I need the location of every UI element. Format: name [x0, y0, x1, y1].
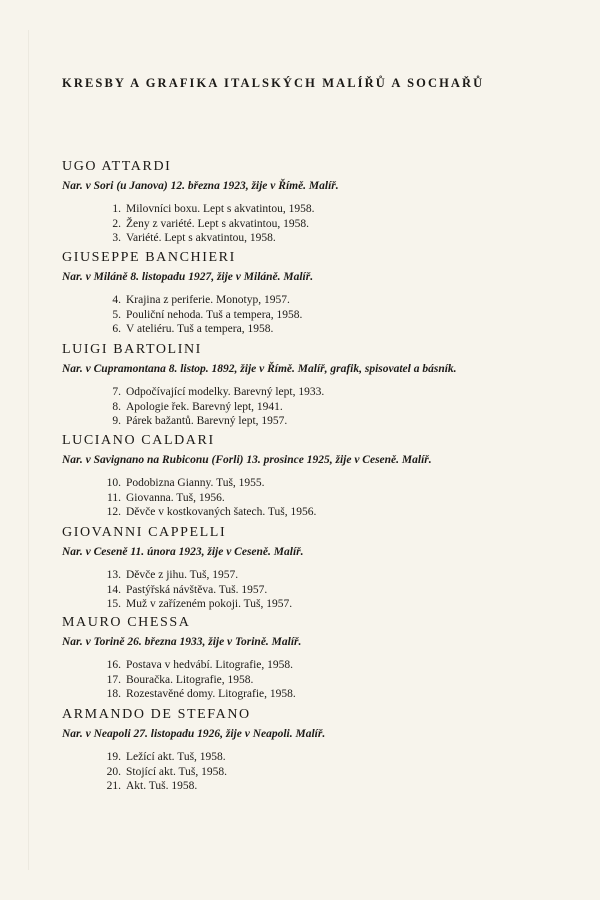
artist-name: MAURO CHESSA [62, 615, 191, 630]
work-number: 10. [106, 477, 121, 489]
works-list [62, 568, 582, 612]
work-number: 8. [112, 400, 121, 413]
work-number: 17. [106, 673, 121, 686]
work-number: 20. [106, 765, 121, 778]
artist-name: LUIGI BARTOLINI [62, 342, 202, 357]
work-number: 11. [107, 491, 121, 504]
work-title: Odpočívající modelky. Barevný lept, 1933. [126, 386, 325, 398]
artist-name: GIUSEPPE BANCHIERI [62, 250, 236, 265]
work-title: Variété. Lept s akvatintou, 1958. [126, 232, 276, 244]
artist-name: UGO ATTARDI [62, 159, 172, 174]
work-item [101, 231, 582, 246]
artist-entry [62, 341, 582, 429]
work-title: Podobizna Gianny. Tuš, 1955. [126, 477, 265, 489]
work-number: 15. [106, 598, 121, 610]
work-title: Párek bažantů. Barevný lept, 1957. [126, 415, 288, 427]
work-number: 1. [112, 203, 121, 215]
work-item [101, 476, 582, 491]
work-item [101, 568, 582, 583]
work-number: 16. [106, 659, 121, 671]
work-title: Pouliční nehoda. Tuš a tempera, 1958. [126, 308, 303, 321]
artist-entry [62, 706, 582, 794]
artist-entry [62, 524, 582, 612]
work-item [101, 658, 582, 673]
artist-entry [62, 249, 582, 337]
work-item [101, 293, 582, 308]
work-title: Ležící akt. Tuš, 1958. [126, 751, 226, 763]
artist-entry [62, 432, 582, 520]
work-number: 5. [112, 308, 121, 321]
work-number: 13. [106, 569, 121, 581]
work-number: 12. [106, 506, 121, 518]
work-title: Akt. Tuš. 1958. [126, 780, 198, 792]
page-edge-shadow [28, 30, 29, 870]
work-title: Milovníci boxu. Lept s akvatintou, 1958. [126, 203, 315, 215]
work-item [101, 779, 582, 794]
work-item [101, 400, 582, 415]
work-title: Děvče v kostkovaných šatech. Tuš, 1956. [126, 506, 317, 518]
work-number: 18. [106, 688, 121, 700]
artist-name: LUCIANO CALDARI [62, 433, 215, 448]
work-title: Stojící akt. Tuš, 1958. [126, 765, 227, 778]
works-list [62, 293, 582, 337]
artist-bio: Nar. v Sori (u Janova) 12. března 1923, žije v Římě. Malíř. [62, 180, 339, 192]
work-number: 7. [112, 386, 121, 398]
work-number: 19. [106, 751, 121, 763]
works-list [62, 750, 582, 794]
work-number: 6. [112, 323, 121, 335]
work-item [101, 597, 582, 612]
artist-entry [62, 614, 582, 702]
work-title: Děvče z jihu. Tuš, 1957. [126, 569, 239, 581]
work-number: 3. [112, 232, 121, 244]
works-list [62, 202, 582, 246]
work-item [101, 491, 582, 506]
work-title: Pastýřská návštěva. Tuš. 1957. [126, 583, 268, 596]
artist-entry [62, 158, 582, 246]
work-item [101, 414, 582, 429]
work-item [101, 687, 582, 702]
artist-bio: Nar. v Savignano na Rubiconu (Forli) 13. prosince 1925, žije v Ceseně. Malíř. [62, 454, 432, 466]
works-list [62, 385, 582, 429]
artist-bio: Nar. v Cupramontana 8. listop. 1892, žije v Římě. Malíř, grafik, spisovatel a básník. [62, 363, 457, 375]
work-number: 9. [112, 415, 121, 427]
work-title: Apologie řek. Barevný lept, 1941. [126, 400, 283, 413]
work-item [101, 308, 582, 323]
artist-bio: Nar. v Miláně 8. listopadu 1927, žije v Miláně. Malíř. [62, 271, 314, 283]
page-heading: KRESBY A GRAFIKA ITALSKÝCH MALÍŘŮ A SOCHAŘŮ [62, 76, 485, 90]
artist-name: GIOVANNI CAPPELLI [62, 525, 227, 540]
work-item [101, 322, 582, 337]
work-title: Rozestavěné domy. Litografie, 1958. [126, 688, 296, 700]
work-item [101, 505, 582, 520]
work-number: 2. [112, 217, 121, 230]
work-item [101, 765, 582, 780]
work-item [101, 217, 582, 232]
work-title: Muž v zařízeném pokoji. Tuš, 1957. [126, 598, 293, 610]
work-title: Krajina z periferie. Monotyp, 1957. [126, 294, 290, 306]
work-title: Postava v hedvábí. Litografie, 1958. [126, 659, 294, 671]
work-item [101, 583, 582, 598]
work-title: V ateliéru. Tuš a tempera, 1958. [126, 323, 274, 335]
work-title: Giovanna. Tuš, 1956. [126, 491, 225, 504]
work-title: Ženy z variété. Lept s akvatintou, 1958. [126, 217, 309, 230]
artist-bio: Nar. v Ceseně 11. února 1923, žije v Ceseně. Malíř. [62, 546, 304, 558]
work-item [101, 202, 582, 217]
works-list [62, 658, 582, 702]
work-number: 21. [106, 780, 121, 792]
artist-name: ARMANDO DE STEFANO [62, 707, 251, 722]
artist-bio: Nar. v Torině 26. března 1933, žije v Torině. Malíř. [62, 636, 302, 648]
work-number: 4. [112, 294, 121, 306]
work-item [101, 385, 582, 400]
work-title: Bouračka. Litografie, 1958. [126, 673, 254, 686]
works-list [62, 476, 582, 520]
work-item [101, 750, 582, 765]
artist-bio: Nar. v Neapoli 27. listopadu 1926, žije v Neapoli. Malíř. [62, 728, 326, 740]
work-item [101, 673, 582, 688]
work-number: 14. [106, 583, 121, 596]
